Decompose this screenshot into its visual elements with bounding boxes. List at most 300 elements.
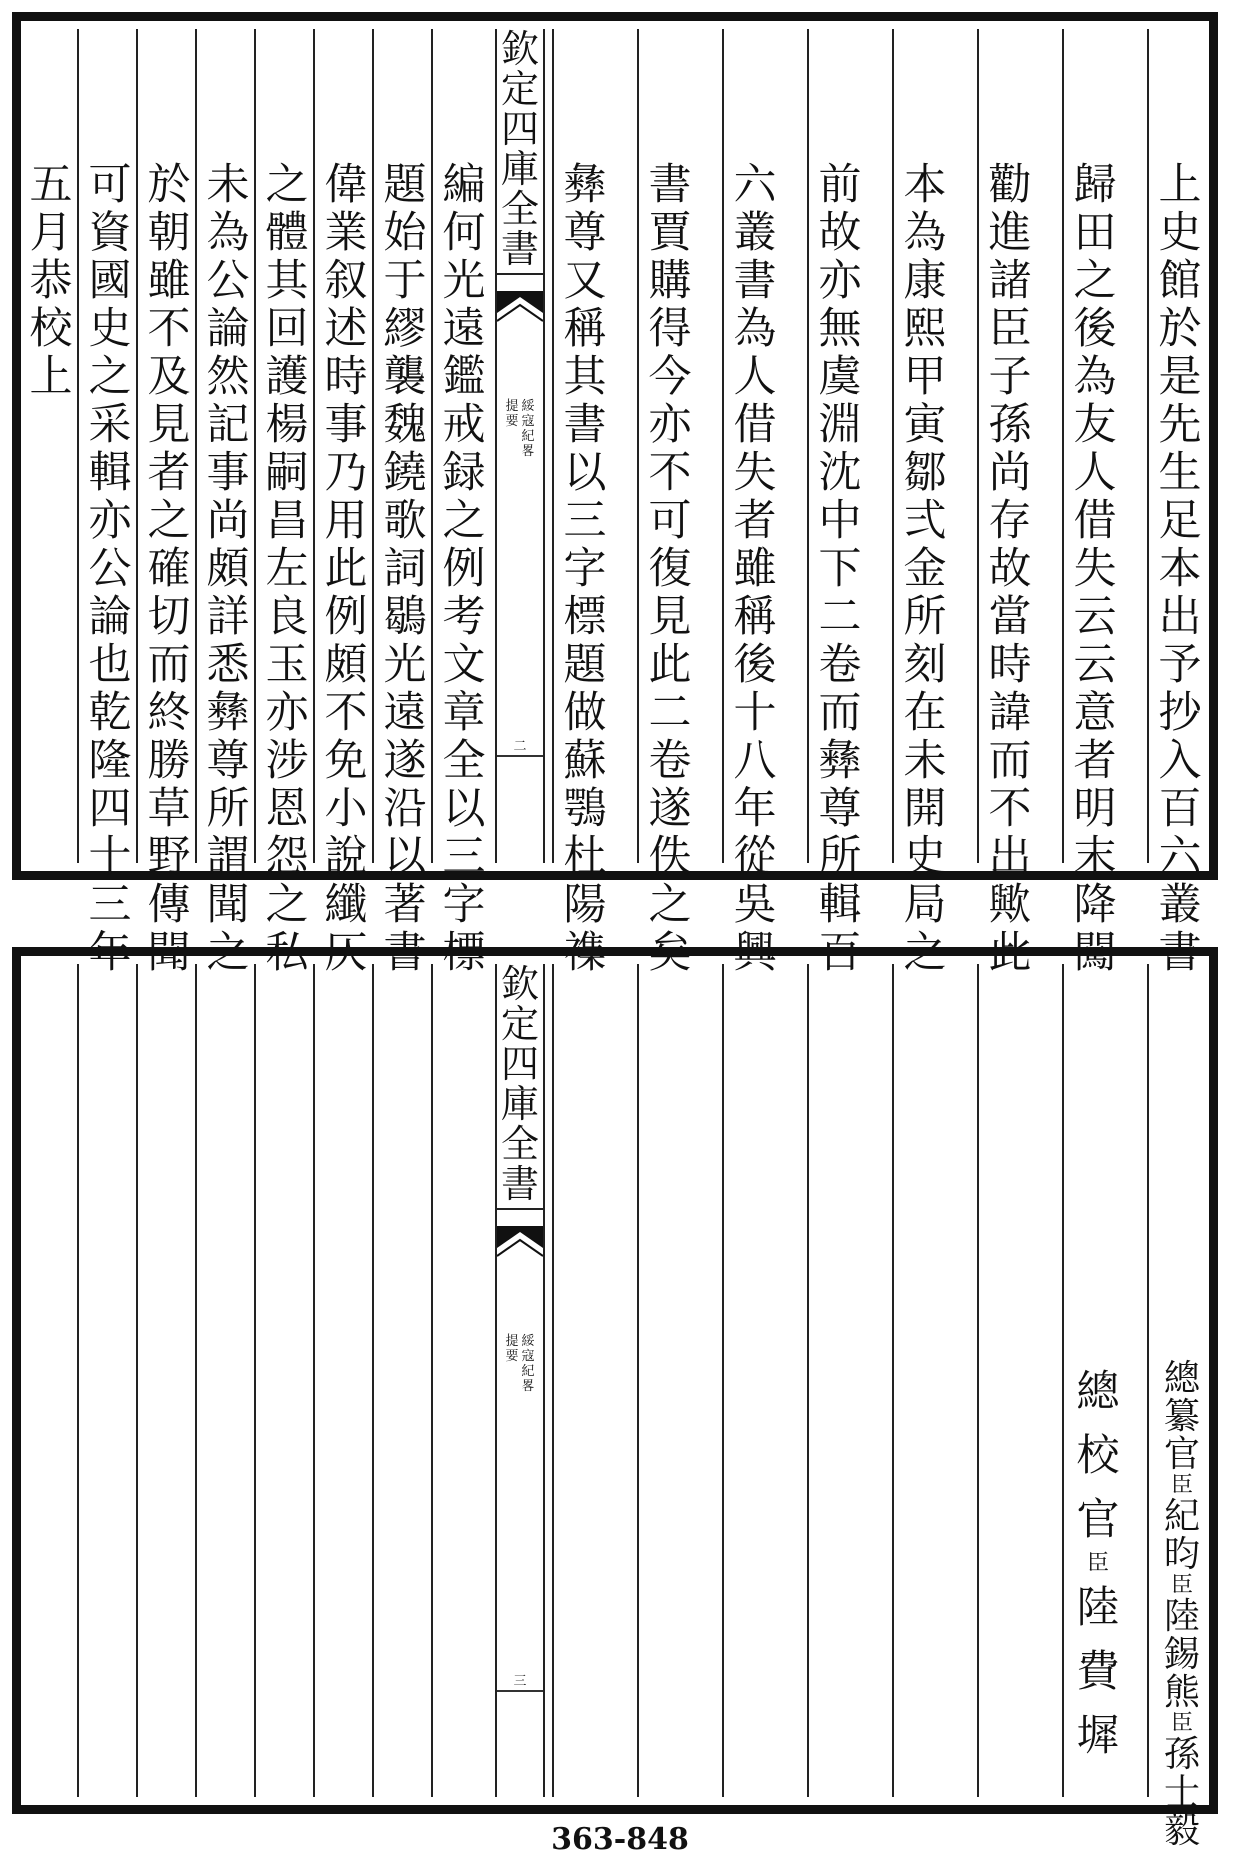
glyph: 終 <box>147 688 191 738</box>
spine-title-glyph: 書 <box>500 1162 539 1206</box>
glyph: 不 <box>147 304 191 354</box>
glyph: 輯 <box>88 448 132 498</box>
glyph: 玉 <box>265 640 309 690</box>
column-rule <box>254 964 256 1797</box>
glyph: 標 <box>442 928 486 978</box>
glyph: 借 <box>1073 496 1117 546</box>
glyph: 百 <box>818 928 862 978</box>
spine-title-glyph: 欽 <box>500 962 539 1006</box>
glyph: 之 <box>265 160 309 210</box>
glyph: 乾 <box>88 688 132 738</box>
glyph: 之 <box>206 928 250 978</box>
glyph: 字 <box>563 544 607 594</box>
glyph: 失 <box>1073 544 1117 594</box>
glyph: 鄒 <box>903 448 947 498</box>
spine-title <box>497 29 543 275</box>
column-rule <box>552 29 554 863</box>
glyph: 悉 <box>206 640 250 690</box>
glyph: 嗣 <box>265 448 309 498</box>
spine-sub-glyph: 提 <box>505 399 519 414</box>
glyph: 進 <box>988 208 1032 258</box>
spine-sub-column <box>505 399 518 459</box>
glyph: 可 <box>88 160 132 210</box>
glyph: 先 <box>1158 400 1202 450</box>
glyph: 當 <box>988 592 1032 642</box>
text-column <box>199 161 257 977</box>
glyph: 做 <box>563 688 607 738</box>
glyph: 歌 <box>383 496 427 546</box>
glyph: 沈 <box>818 448 862 498</box>
spine-sub-glyph: 寇 <box>521 414 535 429</box>
glyph: 頗 <box>324 640 368 690</box>
glyph: 書 <box>563 400 607 450</box>
glyph: 者 <box>147 448 191 498</box>
glyph: 于 <box>383 256 427 306</box>
glyph: 護 <box>265 352 309 402</box>
glyph: 鐃 <box>383 448 427 498</box>
glyph: 蘇 <box>563 736 607 786</box>
glyph: 勸 <box>988 160 1032 210</box>
column-rule <box>1147 964 1149 1797</box>
glyph: 亦 <box>648 400 692 450</box>
glyph: 書 <box>733 256 777 306</box>
glyph: 彝 <box>818 736 862 786</box>
column-rule <box>195 964 197 1797</box>
glyph: 是 <box>1158 352 1202 402</box>
glyph: 光 <box>442 256 486 306</box>
fishtail-mark-icon <box>497 1226 543 1272</box>
glyph: 詳 <box>206 592 250 642</box>
glyph: 此 <box>324 544 368 594</box>
upper-page <box>12 12 1218 978</box>
glyph: 例 <box>442 544 486 594</box>
glyph: 明 <box>1073 784 1117 834</box>
glyph: 熙 <box>903 304 947 354</box>
glyph: 總 <box>1076 1367 1120 1417</box>
glyph: 失 <box>733 448 777 498</box>
glyph: 偉 <box>324 160 368 210</box>
spine-title-glyph: 書 <box>500 227 539 271</box>
glyph: 題 <box>563 640 607 690</box>
glyph: 標 <box>563 592 607 642</box>
glyph: 淵 <box>818 400 862 450</box>
glyph: 陸 <box>1076 1583 1120 1633</box>
spine-sub-glyph: 要 <box>505 414 519 429</box>
fishtail-mark-icon <box>497 291 543 337</box>
glyph: 及 <box>147 352 191 402</box>
glyph: 稱 <box>733 592 777 642</box>
glyph: 鶡 <box>383 592 427 642</box>
glyph: 用 <box>324 496 368 546</box>
glyph: 尊 <box>563 208 607 258</box>
glyph: 勝 <box>147 736 191 786</box>
glyph: 卷 <box>818 640 862 690</box>
glyph: 二 <box>818 592 862 642</box>
glyph: 足 <box>1158 496 1202 546</box>
glyph: 借 <box>733 400 777 450</box>
glyph: 彝 <box>563 160 607 210</box>
column-rule <box>372 964 374 1797</box>
spine-center-column <box>495 29 545 863</box>
glyph: 謂 <box>206 832 250 882</box>
glyph: 遠 <box>442 304 486 354</box>
glyph: 紀 <box>1163 1496 1200 1537</box>
glyph: 賈 <box>648 208 692 258</box>
spine-rule <box>497 755 543 757</box>
text-column <box>1151 161 1209 977</box>
glyph: 資 <box>88 208 132 258</box>
glyph: 公 <box>88 544 132 594</box>
glyph: 之 <box>88 352 132 402</box>
glyph: 開 <box>903 784 947 834</box>
glyph: 購 <box>648 256 692 306</box>
glyph: 確 <box>147 544 191 594</box>
glyph: 抄 <box>1158 688 1202 738</box>
glyph: 闖 <box>1073 928 1117 978</box>
text-column <box>811 161 869 977</box>
spine-sub-glyph: 綏 <box>521 399 535 414</box>
glyph: 涉 <box>265 736 309 786</box>
spine-folio: 三 <box>513 1674 527 1689</box>
glyph: 可 <box>648 496 692 546</box>
glyph: 錫 <box>1163 1634 1200 1675</box>
glyph: 體 <box>265 208 309 258</box>
glyph: 歸 <box>1073 160 1117 210</box>
glyph: 百 <box>1158 784 1202 834</box>
glyph: 魏 <box>383 400 427 450</box>
glyph: 為 <box>206 208 250 258</box>
spine-book-title <box>497 399 543 459</box>
glyph: 史 <box>88 304 132 354</box>
glyph: 今 <box>648 352 692 402</box>
text-column <box>556 161 614 977</box>
glyph: 歟 <box>988 880 1032 930</box>
glyph: 鶚 <box>563 784 607 834</box>
spine-title-glyph: 庫 <box>500 1082 539 1126</box>
glyph: 友 <box>1073 400 1117 450</box>
glyph: 聞 <box>206 880 250 930</box>
spine-title-glyph: 庫 <box>500 147 539 191</box>
spine-title-glyph: 全 <box>500 1122 539 1166</box>
glyph: 戒 <box>442 400 486 450</box>
text-column <box>22 161 80 401</box>
glyph: 上 <box>1158 160 1202 210</box>
glyph: 陸 <box>1163 1596 1200 1637</box>
glyph: 頗 <box>206 544 250 594</box>
glyph: 朝 <box>147 208 191 258</box>
glyph: 不 <box>988 784 1032 834</box>
glyph: 者 <box>733 496 777 546</box>
text-column <box>896 161 954 977</box>
column-rule <box>637 29 639 863</box>
glyph: 故 <box>988 544 1032 594</box>
glyph: 論 <box>88 592 132 642</box>
glyph: 存 <box>988 496 1032 546</box>
glyph: 之 <box>648 880 692 930</box>
spine-center-column <box>495 964 545 1797</box>
glyph: 上 <box>29 352 73 402</box>
glyph: 詞 <box>383 544 427 594</box>
glyph: 襲 <box>383 352 427 402</box>
glyph: 十 <box>88 832 132 882</box>
column-rule <box>552 964 554 1797</box>
glyph: 采 <box>88 400 132 450</box>
column-rule <box>313 964 315 1797</box>
text-column <box>981 161 1039 977</box>
column-rule <box>431 964 433 1797</box>
glyph: 切 <box>147 592 191 642</box>
glyph: 說 <box>324 832 368 882</box>
minister-mark: 臣 <box>1086 1551 1109 1576</box>
glyph: 所 <box>206 784 250 834</box>
glyph: 也 <box>88 640 132 690</box>
spine-sub-glyph: 提 <box>505 1334 519 1349</box>
glyph: 出 <box>1158 592 1202 642</box>
glyph: 局 <box>903 880 947 930</box>
glyph: 故 <box>818 208 862 258</box>
glyph: 費 <box>1076 1647 1120 1697</box>
glyph: 諸 <box>988 256 1032 306</box>
spine-sub-glyph: 紀 <box>521 1364 535 1379</box>
glyph: 亦 <box>88 496 132 546</box>
glyph: 恩 <box>265 784 309 834</box>
glyph: 所 <box>903 592 947 642</box>
column-rule <box>1062 29 1064 863</box>
spine-sub-glyph: 畧 <box>521 444 535 459</box>
glyph: 光 <box>383 640 427 690</box>
glyph: 五 <box>29 160 73 210</box>
glyph: 其 <box>563 352 607 402</box>
text-column <box>317 161 375 977</box>
glyph: 尊 <box>206 736 250 786</box>
glyph: 小 <box>324 784 368 834</box>
column-rule <box>77 29 79 863</box>
spine-sub-glyph: 綏 <box>521 1334 535 1349</box>
glyph: 二 <box>648 688 692 738</box>
glyph: 此 <box>648 640 692 690</box>
glyph: 總 <box>1163 1358 1200 1399</box>
spine-folio: 二 <box>513 739 527 754</box>
glyph: 官 <box>1076 1495 1120 1545</box>
glyph: 得 <box>648 304 692 354</box>
glyph: 本 <box>903 160 947 210</box>
glyph: 佚 <box>648 832 692 882</box>
glyph: 時 <box>988 640 1032 690</box>
glyph: 全 <box>442 736 486 786</box>
glyph: 於 <box>147 160 191 210</box>
column-rule <box>807 964 809 1797</box>
glyph: 怨 <box>265 832 309 882</box>
text-column <box>81 161 139 977</box>
glyph: 孫 <box>1163 1734 1200 1775</box>
glyph: 遠 <box>383 688 427 738</box>
spine-sub-glyph: 寇 <box>521 1349 535 1364</box>
glyph: 亦 <box>265 688 309 738</box>
glyph: 降 <box>1073 880 1117 930</box>
spine-sub-glyph: 要 <box>505 1349 519 1364</box>
column-rule <box>722 964 724 1797</box>
text-column <box>641 161 699 977</box>
glyph: 未 <box>206 160 250 210</box>
minister-mark: 臣 <box>1170 1473 1193 1498</box>
glyph: 之 <box>903 928 947 978</box>
glyph: 矣 <box>648 928 692 978</box>
glyph: 墀 <box>1076 1711 1120 1761</box>
glyph: 刻 <box>903 640 947 690</box>
glyph: 章 <box>442 688 486 738</box>
glyph: 遂 <box>648 784 692 834</box>
spine-sub-glyph: 紀 <box>521 429 535 444</box>
minister-mark: 臣 <box>1170 1711 1193 1736</box>
glyph: 鑑 <box>442 352 486 402</box>
glyph: 以 <box>383 832 427 882</box>
glyph: 業 <box>324 208 368 258</box>
glyph: 録 <box>442 448 486 498</box>
glyph: 從 <box>733 832 777 882</box>
glyph: 金 <box>903 544 947 594</box>
spine-title-glyph: 欽 <box>500 27 539 71</box>
glyph: 史 <box>903 832 947 882</box>
glyph: 寅 <box>903 400 947 450</box>
glyph: 在 <box>903 688 947 738</box>
column-rule <box>637 964 639 1797</box>
glyph: 書 <box>648 160 692 210</box>
column-rule <box>77 964 79 1797</box>
column-rule <box>892 964 894 1797</box>
column-rule <box>1147 29 1149 863</box>
glyph: 仄 <box>324 928 368 978</box>
glyph: 國 <box>88 256 132 306</box>
glyph: 入 <box>1158 736 1202 786</box>
glyph: 十 <box>733 688 777 738</box>
glyph: 年 <box>733 784 777 834</box>
glyph: 乃 <box>324 448 368 498</box>
glyph: 為 <box>733 304 777 354</box>
glyph: 聞 <box>147 928 191 978</box>
text-column <box>1066 161 1124 977</box>
glyph: 諱 <box>988 688 1032 738</box>
glyph: 編 <box>442 160 486 210</box>
glyph: 傳 <box>147 880 191 930</box>
column-rule <box>722 29 724 863</box>
glyph: 八 <box>733 736 777 786</box>
glyph: 此 <box>988 928 1032 978</box>
glyph: 熊 <box>1163 1672 1200 1713</box>
spine-sub-column <box>522 1334 535 1394</box>
glyph: 繆 <box>383 304 427 354</box>
text-column <box>376 161 434 977</box>
glyph: 事 <box>324 400 368 450</box>
glyph: 纂 <box>1163 1396 1200 1437</box>
glyph: 回 <box>265 304 309 354</box>
glyph: 例 <box>324 592 368 642</box>
glyph: 字 <box>442 880 486 930</box>
glyph: 而 <box>818 688 862 738</box>
glyph: 田 <box>1073 208 1117 258</box>
glyph: 又 <box>563 256 607 306</box>
glyph: 輯 <box>818 880 862 930</box>
glyph: 者 <box>1073 736 1117 786</box>
glyph: 下 <box>818 544 862 594</box>
glyph: 甲 <box>903 352 947 402</box>
glyph: 楊 <box>265 400 309 450</box>
glyph: 官 <box>1163 1434 1200 1475</box>
glyph: 末 <box>1073 832 1117 882</box>
spine-title-glyph: 全 <box>500 187 539 231</box>
spine-title-glyph: 四 <box>500 1042 539 1086</box>
spine-title-glyph: 定 <box>500 67 539 111</box>
glyph: 隆 <box>88 736 132 786</box>
glyph: 虞 <box>818 352 862 402</box>
glyph: 於 <box>1158 304 1202 354</box>
glyph: 興 <box>733 928 777 978</box>
column-rule <box>807 29 809 863</box>
spine-title-glyph: 定 <box>500 1002 539 1046</box>
glyph: 見 <box>648 592 692 642</box>
glyph: 述 <box>324 304 368 354</box>
column-rule <box>977 964 979 1797</box>
glyph: 事 <box>206 448 250 498</box>
glyph: 子 <box>988 352 1032 402</box>
glyph: 為 <box>1073 352 1117 402</box>
glyph: 襍 <box>563 928 607 978</box>
glyph: 雖 <box>147 256 191 306</box>
spine-sub-column <box>522 399 535 459</box>
glyph: 人 <box>1073 448 1117 498</box>
glyph: 文 <box>442 640 486 690</box>
glyph: 四 <box>88 784 132 834</box>
glyph: 未 <box>903 736 947 786</box>
glyph: 論 <box>206 304 250 354</box>
glyph: 然 <box>206 352 250 402</box>
glyph: 之 <box>265 880 309 930</box>
glyph: 記 <box>206 400 250 450</box>
glyph: 始 <box>383 208 427 258</box>
glyph: 昀 <box>1163 1534 1200 1575</box>
column-rule <box>136 964 138 1797</box>
glyph: 之 <box>147 496 191 546</box>
glyph: 之 <box>442 496 486 546</box>
glyph: 出 <box>988 832 1032 882</box>
glyph: 雖 <box>733 544 777 594</box>
spine-book-title <box>497 1334 543 1394</box>
glyph: 見 <box>147 400 191 450</box>
glyph: 而 <box>988 736 1032 786</box>
glyph: 不 <box>324 688 368 738</box>
glyph: 生 <box>1158 448 1202 498</box>
text-column <box>726 161 784 977</box>
glyph: 題 <box>383 160 427 210</box>
glyph: 史 <box>1158 208 1202 258</box>
glyph: 以 <box>442 784 486 834</box>
glyph: 之 <box>1073 256 1117 306</box>
glyph: 年 <box>88 928 132 978</box>
glyph: 臣 <box>988 304 1032 354</box>
glyph: 校 <box>1076 1431 1120 1481</box>
glyph: 其 <box>265 256 309 306</box>
glyph: 纖 <box>324 880 368 930</box>
glyph: 六 <box>1158 832 1202 882</box>
signature-column-compilers <box>1153 1360 1211 1850</box>
glyph: 三 <box>88 880 132 930</box>
glyph: 無 <box>818 304 862 354</box>
page-number: 363-848 <box>551 1822 689 1857</box>
glyph: 良 <box>265 592 309 642</box>
minister-mark: 臣 <box>1170 1573 1193 1598</box>
signature-column-collator <box>1069 1360 1127 1768</box>
glyph: 叢 <box>1158 880 1202 930</box>
glyph: 復 <box>648 544 692 594</box>
